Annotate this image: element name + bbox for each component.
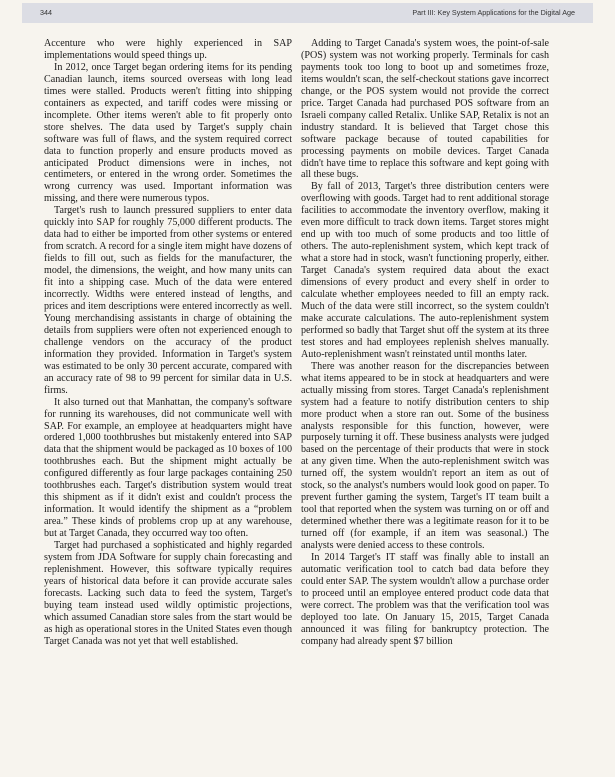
paragraph: In 2014 Target's IT staff was finally able to install an automatic verification tool to catch bad data before they could enter SAP. The system wouldn't allow a purchase order to proceed until an employee entered product code data that were correct. The problem was that the verification tool was deployed too late. On January 15, 2015, Target Canada announced it was filing for bankruptcy protection. The company had already spent $7 billion — [301, 551, 549, 647]
paragraph: Adding to Target Canada's system woes, the point-of-sale (POS) system was not working properly. Terminals for cash payments took too long to boot up and sometimes froze, items wouldn't scan, the self-checkout stations gave incorrect change, or the POS system would not provide the correct price. Target Canada had purchased POS software from an Israeli company called Retalix. Unlike SAP, Retalix is not an industry standard. It is believed that Target chose this software package because of touted capabilities for processing payments on mobile devices. Target Canada didn't have time to replace this software and kept going with all these bugs. — [301, 38, 549, 181]
section-title: Part III: Key System Applications for the Digital Age — [412, 8, 575, 17]
paragraph: There was another reason for the discrepancies between what items appeared to be in stock at headquarters and were actually missing from stores. Target Canada's replenishment system had a feature to notify distribution centers to ship more product when a store ran out. Some of the business analysts responsible for this function, however, were purposely turning it off. These business analysts were judged based on the percentage of their products that were in stock at any given time. When the auto-replenishment switch was turned off, the system wouldn't report an item as out of stock, so the analyst's numbers would look good on paper. To prevent further gaming the system, Target's IT team built a tool that reported when the system was turning on or off and determined whether there was a legitimate reason for it to be turned off (for example, if an item was seasonal.) The analysts were denied access to these controls. — [301, 360, 549, 552]
paragraph: Target had purchased a sophisticated and highly regarded system from JDA Software for supply chain forecasting and replenishment. However, this software typically requires years of historical data before it can provide accurate sales forecasts. Lacking such data to feed the system, Target's buying team instead used wildly optimistic projections, which assumed Canadian store sales from the start would be as high as operational stores in the United States even though Target Canada was not yet that well established. — [44, 540, 292, 647]
paragraph: It also turned out that Manhattan, the company's software for running its warehouses, did not communicate well with SAP. For example, an employee at headquarters might have ordered 1,000 toothbrushes but mistakenly entered into SAP data that the shipment would be packaged as 10 boxes of 100 toothbrushes each. But the shipment might actually be configured differently as four large packages containing 250 toothbrushes each. Target's distribution system would treat this shipment as if it didn't exist and couldn't process the information. It would identify the shipment as a “problem area.” These kinds of problems crop up at any warehouse, but at Target Canada, they occurred way too often. — [44, 396, 292, 540]
left-column — [44, 38, 292, 648]
running-header — [22, 3, 593, 23]
right-column — [301, 38, 549, 648]
paragraph: By fall of 2013, Target's three distribution centers were overflowing with goods. Target had to rent additional storage facilities to accommodate the inventory overflow, making it even more difficult to track down items. Target stores might end up with too much of some products and too little of others. The auto-replenishment system, which kept track of what a store had in stock, wasn't functioning properly, either. Target Canada's system required data about the exact dimensions of every product and every shelf in order to calculate whether employees needed to fill an empty rack. Much of the data were still incorrect, so the system couldn't make accurate calculations. The auto-replenishment system performed so badly that Target shut off the system at its three test stores and had employees replenish shelves manually. Auto-replenishment wasn't reinstated until months later. — [301, 181, 549, 360]
paragraph: In 2012, once Target began ordering items for its pending Canadian launch, items sourced overseas with long lead times were stalled. Products weren't fitting into shipping containers as expected, and tariff codes were missing or incomplete. Other items weren't able to fit properly onto store shelves. The data used by Target's supply chain software was full of flaws, and the system required correct data to function properly and ensure products moved as anticipated Product dimensions were in inches, not centimeters, or entered in the wrong order. Sometimes the wrong currency was used. Important information was missing, and there were numerous typos. — [44, 61, 292, 205]
page-number: 344 — [40, 8, 52, 17]
paragraph: Target's rush to launch pressured suppliers to enter data quickly into SAP for roughly 75,000 different products. The data had to either be imported from other systems or entered from scratch. A record for a single item might have dozens of fields to fill out, such as fields for the manufacturer, the model, the dimensions, the weight, and how many units can fit into a shipping case. Much of the data were entered incorrectly. Widths were entered instead of lengths, and prices and item descriptions were entered incorrectly as well. Young merchandising assistants in charge of obtaining the details from suppliers were often not experienced enough to challenge vendors on the accuracy of the product information they provided. Information in Target's system was estimated to be only 30 percent accurate, compared with an accuracy rate of 98 to 99 percent for similar data in U.S. firms. — [44, 205, 292, 396]
paragraph: Accenture who were highly experienced in SAP implementations would speed things up. — [44, 38, 292, 61]
